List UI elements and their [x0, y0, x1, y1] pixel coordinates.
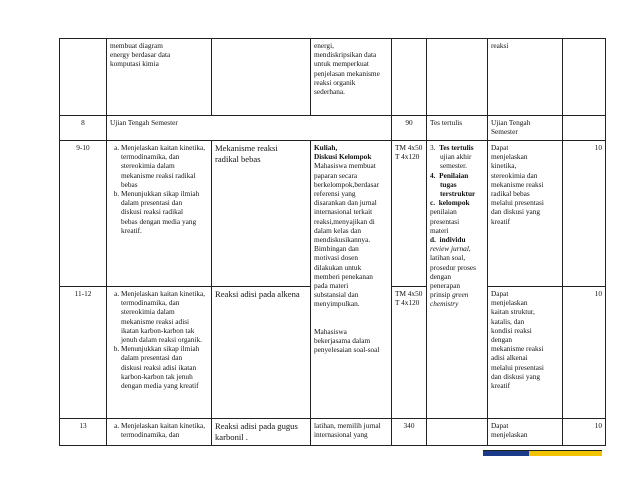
line: komputasi kimia: [110, 59, 159, 69]
assessment-cell: 3. Tes tertulis ujian akhir semester. 4. Penilaian tugas terstruktur c. kelompok penilaian presentasi materi d. individu review jurnal, latihan soal, prosedur proses dengan penerapan prinsip green chemistry: [427, 141, 488, 419]
week-cell: 9-10: [60, 141, 107, 287]
objectives-cell: [107, 287, 212, 419]
objectives-cell: [107, 141, 212, 287]
methods-cell: latihan, memilih jurnal internasional yang: [311, 419, 392, 446]
indicators-cell: Dapat menjelaskan kaitan struktur, katalis, dan kondisi reaksi dengan mekanisme reaksi adisi alkenai melalui presentasi dan diskusi yang kreatif: [488, 287, 563, 419]
weight-cell: 10: [563, 419, 606, 446]
line: energi,: [314, 41, 334, 50]
time-cell: [392, 39, 427, 116]
methods-cell: Kuliah, Diskusi Kelompok Mahasiswa membuat paparan secara berkelompok,berdasar referensi yang disarankan dan jurnal internasional terkait reaksi,menyajikan di dalam kelas dan mendiskusikannya. Bimbingan dan motivasi dosen dilakukan untuk memberi penekanan pada materi substansial dan menyimpulkan. Mahasiswa bekerjasama dalam penyelesaian soal-soal: [311, 141, 392, 419]
weight-cell: 10: [563, 141, 606, 287]
objectives-cell: [107, 39, 212, 116]
week-cell: 8: [60, 116, 107, 141]
footer-bar-accent: [529, 451, 602, 456]
indicators-cell: [488, 116, 563, 141]
time-cell: TM 4x50 T 4x120: [392, 287, 427, 419]
weight-cell: [563, 116, 606, 141]
line: untuk memperkuat: [314, 59, 369, 69]
line: reaksi organik: [314, 77, 356, 87]
table-row: [60, 141, 606, 287]
assessment-cell: Tes tertulis: [427, 116, 488, 141]
objective-b: b. Menunjukkan sikap ilmiah dalam presentasi dan diskusi reaksi radikal bebas dengan media yang kreatif.: [121, 189, 208, 235]
line: Ujian Tengah: [491, 118, 531, 127]
objectives-cell: [107, 419, 212, 446]
objective-a: a. Menjelaskan kaitan kinetika, termodinamika, dan: [121, 421, 208, 439]
topic-cell: [212, 39, 311, 116]
line: penjelasan mekanisme: [314, 68, 380, 78]
objectives-cell: Ujian Tengah Semester: [107, 116, 392, 141]
rps-table: [59, 38, 606, 446]
time-cell: TM 4x50 T 4x120: [392, 141, 427, 287]
table-row: [60, 39, 606, 116]
week-cell: [60, 39, 107, 116]
indicators-cell: [488, 39, 563, 116]
week-cell: 13: [60, 419, 107, 446]
time-cell: 340: [392, 419, 427, 446]
line: mendiskripsikan data: [314, 50, 377, 60]
table-row: [60, 419, 606, 446]
line: energy berdasar data: [110, 50, 171, 60]
assessment-cell: [427, 419, 488, 446]
assessment-cell: [427, 39, 488, 116]
weight-cell: [563, 39, 606, 116]
indicators-cell: Dapat menjelaskan: [488, 419, 563, 446]
methods-cell: [311, 39, 392, 116]
footer-bar-dark: [483, 451, 529, 456]
topic-cell: Mekanisme reaksi radikal bebas: [212, 141, 311, 287]
line: Semester: [491, 127, 518, 137]
week-cell: 11-12: [60, 287, 107, 419]
table-row: [60, 116, 606, 141]
objective-a: a. Menjelaskan kaitan kinetika, termodinamika, dan stereokimia dalam mekanisme reaksi adisi ikatan karbon-karbon tak jenuh dalam reaksi organik.: [121, 289, 208, 344]
topic-cell: Reaksi adisi pada gugus karbonil .: [212, 419, 311, 446]
time-cell: 90: [392, 116, 427, 141]
objective-b: b. Menunjukkan sikap ilmiah dalam presentasi dan diskusi reaksi adisi ikatan karbon-karbon tak jenuh dengan media yang kreatif: [121, 344, 208, 390]
line: sederhana.: [314, 87, 345, 97]
line: membuat diagram: [110, 41, 163, 50]
weight-cell: 10: [563, 287, 606, 419]
indicators-cell: Dapat menjelaskan kinetika, stereokimia dan mekanisme reaksi radikal bebas melalui presentasi dan diskusi yang kreatif: [488, 141, 563, 287]
topic-cell: Reaksi adisi pada alkena: [212, 287, 311, 419]
objective-a: a. Menjelaskan kaitan kinetika, termodinamika, dan stereokimia dalam mekanisme reaksi radikal bebas: [121, 143, 208, 189]
line: reaksi: [491, 41, 509, 50]
